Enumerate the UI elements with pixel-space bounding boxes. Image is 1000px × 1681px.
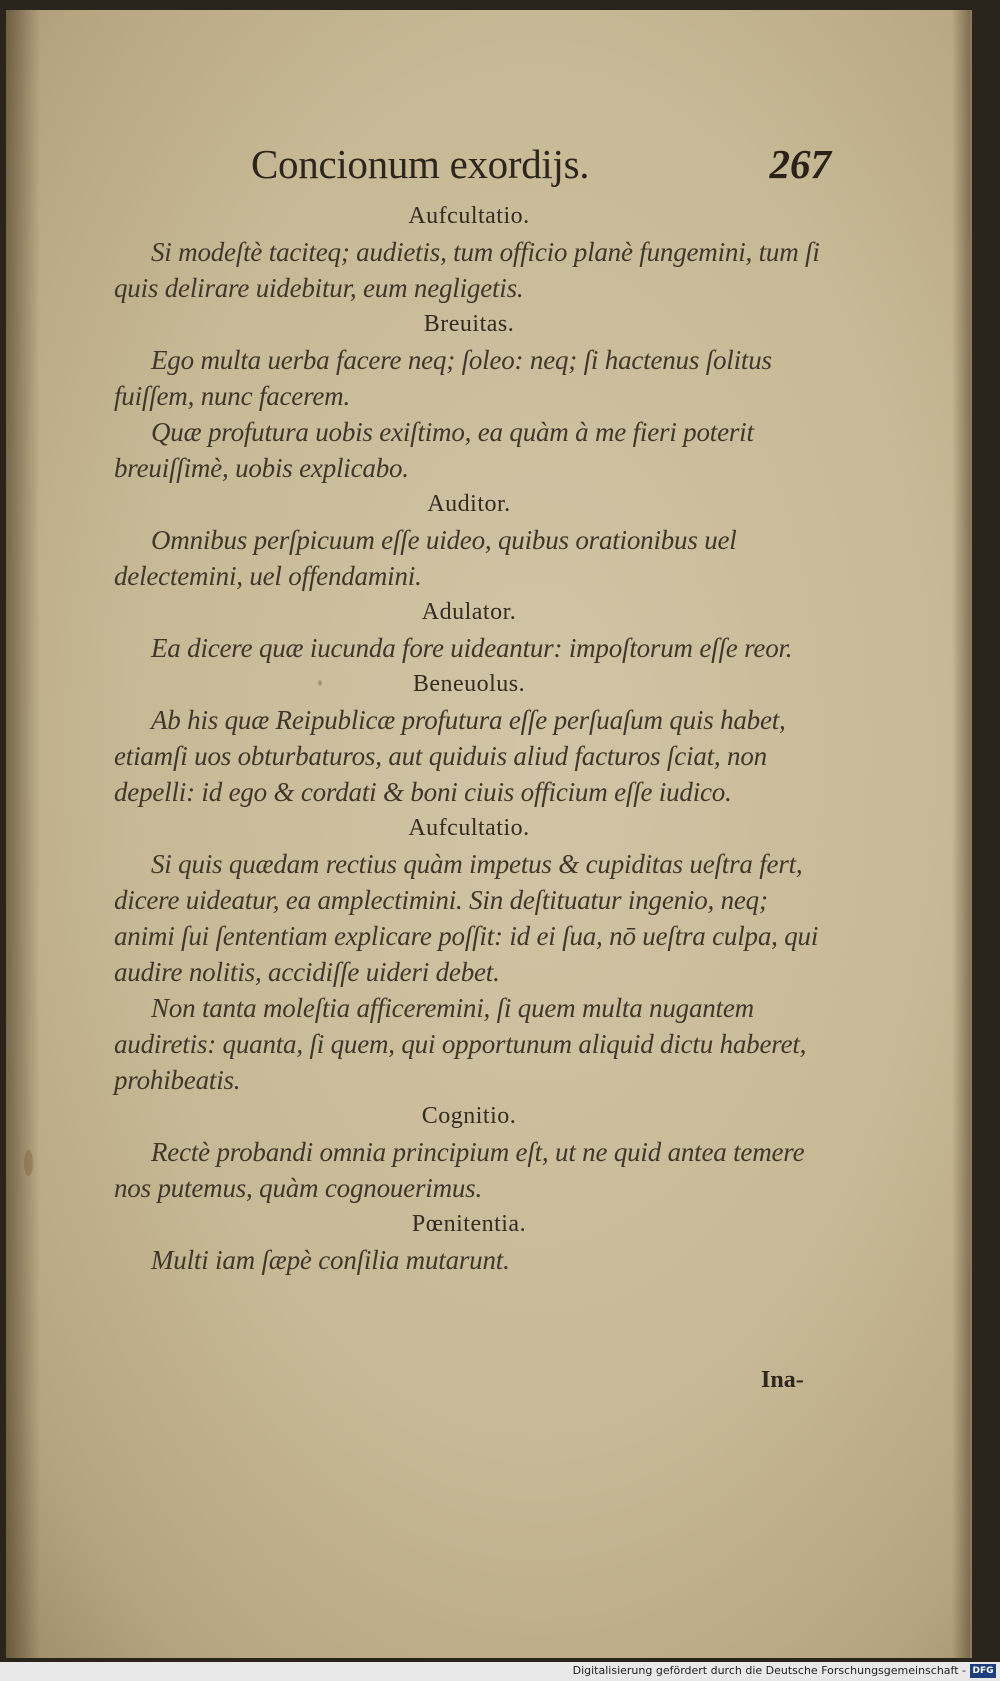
section xyxy=(114,198,824,306)
section-heading: Beneuolus. xyxy=(412,671,526,697)
section-heading: Pœnitentia. xyxy=(411,1211,527,1237)
section xyxy=(114,306,824,486)
paragraph: Si quis quædam rectius quàm impetus & cupiditas ueſtra fert, dicere uideatur, ea amplectimini. Sin deſtituatur ingenio, neq; animi ſui ſententiam explicare poſſit: id ei ſua, nō ueſtra culpa, qui audire nolitis, accidiſſe uideri debet. xyxy=(114,849,819,987)
page-edge xyxy=(952,10,970,1658)
ink-stain xyxy=(24,1150,33,1176)
section-heading: Cognitio. xyxy=(421,1103,517,1129)
section xyxy=(114,486,824,594)
paragraph: Quæ profutura uobis exiſtimo, ea quàm à me fieri poterit breuiſſimè, uobis explicabo. xyxy=(114,417,754,483)
running-title: Concionum exordijs. xyxy=(251,141,590,187)
paragraph: Si modeſtè taciteq; audietis, tum officio planè fungemini, tum ſi quis delirare uidebitur, eum negligetis. xyxy=(114,237,820,303)
section xyxy=(114,666,824,810)
digitization-footer xyxy=(0,1662,1000,1681)
section-heading: Aufcultatio. xyxy=(408,815,530,841)
book-page xyxy=(6,10,972,1658)
paragraph: Omnibus perſpicuum eſſe uideo, quibus orationibus uel delectemini, uel offendamini. xyxy=(114,525,737,591)
paragraph: Non tanta moleſtia afficeremini, ſi quem multa nugantem audiretis: quanta, ſi quem, qui opportunum aliquid dictu haberet, prohibeatis. xyxy=(114,993,807,1095)
section xyxy=(114,1098,824,1206)
paragraph: Ego multa uerba facere neq; ſoleo: neq; ſi hactenus ſolitus fuiſſem, nunc facerem. xyxy=(114,345,772,411)
paragraph: Ab his quæ Reipublicæ profutura eſſe perſuaſum quis habet, etiamſi uos obturbaturos, aut quiduis aliud facturos ſciat, non depelli: id ego & cordati & boni ciuis officium eſſe iudico. xyxy=(114,705,786,807)
section-heading: Aufcultatio. xyxy=(408,203,530,229)
section-heading: Breuitas. xyxy=(423,311,515,337)
section-heading: Auditor. xyxy=(427,491,511,517)
paragraph: Multi iam ſæpè conſilia mutarunt. xyxy=(151,1245,510,1275)
dfg-logo: DFG xyxy=(970,1664,996,1678)
page-body xyxy=(114,198,824,1278)
page-header xyxy=(251,140,831,200)
funding-credit: Digitalisierung gefördert durch die Deutsche Forschungsgemeinschaft - xyxy=(572,1664,966,1677)
section xyxy=(114,810,824,1098)
section xyxy=(114,1206,824,1278)
section xyxy=(114,594,824,666)
page-number: 267 xyxy=(769,141,831,187)
paragraph: Ea dicere quæ iucunda fore uideantur: impoſtorum eſſe reor. xyxy=(151,633,793,663)
catchword: Ina- xyxy=(761,1367,804,1393)
paragraph: Rectè probandi omnia principium eſt, ut ne quid antea temere nos putemus, quàm cognouerimus. xyxy=(114,1137,805,1203)
section-heading: Adulator. xyxy=(421,599,517,625)
binding-shadow xyxy=(6,10,40,1658)
